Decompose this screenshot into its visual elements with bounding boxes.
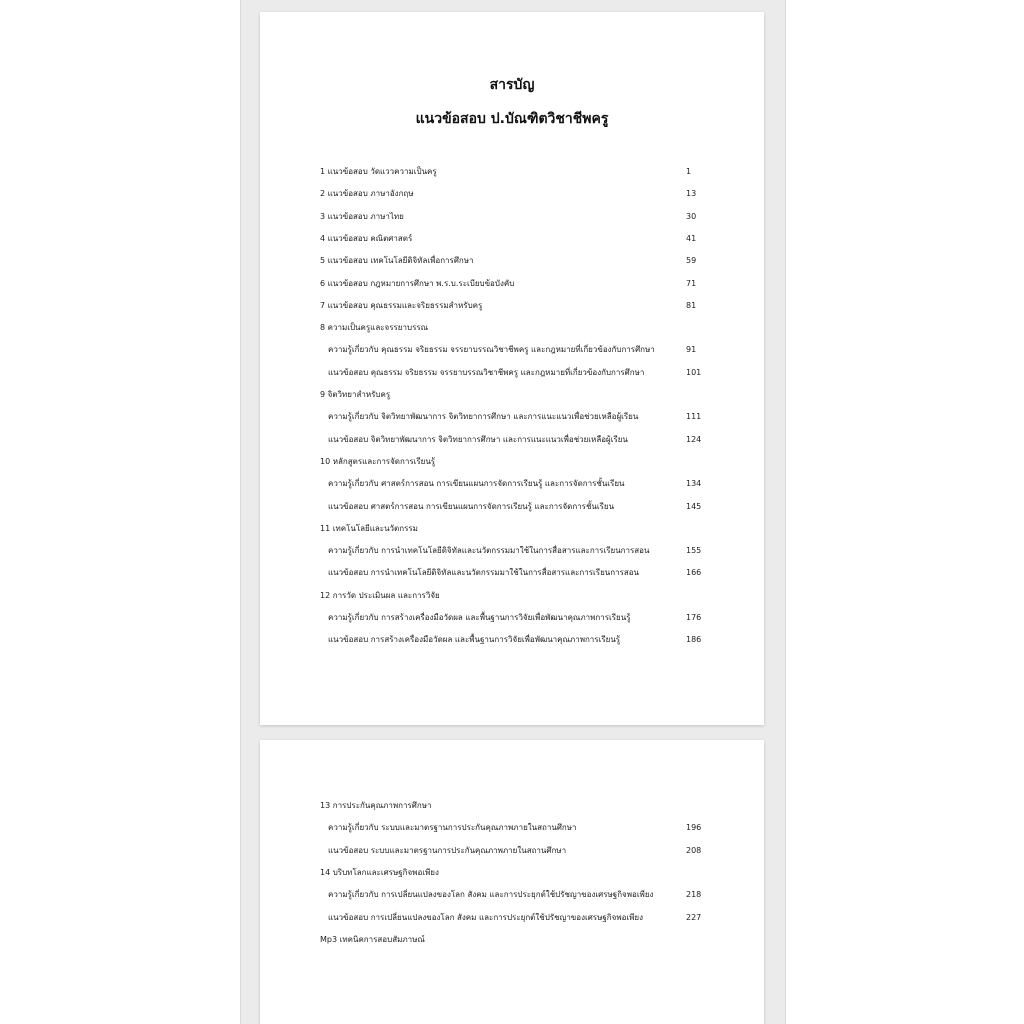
toc-entry-page-number: 71 xyxy=(686,278,697,288)
toc-entry xyxy=(320,865,720,881)
toc-entry-page-number: 196 xyxy=(686,823,702,833)
toc-entry-label: 3 แนวข้อสอบ ภาษาไทย xyxy=(320,211,404,221)
toc-entry-label: แนวข้อสอบ ศาสตร์การสอน การเขียนแผนการจัดการเรียนรู้ และการจัดการชั้นเรียน xyxy=(328,501,615,511)
toc-entry xyxy=(328,543,720,559)
toc-entry xyxy=(328,499,720,515)
toc-entry-page-number: 208 xyxy=(686,845,702,855)
toc-entry xyxy=(328,610,720,626)
toc-entry xyxy=(328,342,720,358)
toc-entry-label: 12 การวัด ประเมินผล และการวิจัย xyxy=(320,590,440,600)
toc-entry-page-number: 1 xyxy=(686,167,692,176)
toc-entry-label: 1 แนวข้อสอบ วัดแววความเป็นครู xyxy=(320,167,437,176)
toc-title: สารบัญ xyxy=(489,77,535,93)
toc-entry xyxy=(320,209,720,225)
toc-entry-label: แนวข้อสอบ จิตวิทยาพัฒนาการ จิตวิทยาการศึกษา และการแนะแนวเพื่อช่วยเหลือผู้เรียน xyxy=(328,434,628,444)
toc-entry xyxy=(328,820,720,836)
document-page-1 xyxy=(260,12,764,725)
toc-entry xyxy=(320,298,720,314)
toc-entry-page-number: 186 xyxy=(686,635,702,645)
toc-entry-page-number: 134 xyxy=(686,479,702,489)
toc-entry xyxy=(328,476,720,492)
toc-entry-page-number: 101 xyxy=(686,367,702,377)
toc-entry-page-number: 13 xyxy=(686,189,697,199)
toc-entry-label: ความรู้เกี่ยวกับ ระบบและมาตรฐานการประกันคุณภาพภายในสถานศึกษา xyxy=(328,823,577,833)
toc-entry-page-number: 176 xyxy=(686,613,702,622)
toc-entry xyxy=(328,565,720,581)
toc-entry-label: 2 แนวข้อสอบ ภาษาอังกฤษ xyxy=(320,189,414,199)
toc-entry-page-number: 91 xyxy=(686,345,697,355)
toc-entry-page-number: 166 xyxy=(686,568,702,578)
toc-entry xyxy=(328,887,720,903)
toc-entry xyxy=(320,276,720,292)
document-viewer[interactable] xyxy=(240,0,786,1024)
toc-entry xyxy=(320,932,720,948)
toc-entry xyxy=(320,164,720,180)
toc-entry-label: แนวข้อสอบ การสร้างเครื่องมือวัดผล และพื้นฐานการวิจัยเพื่อพัฒนาคุณภาพการเรียนรู้ xyxy=(328,635,621,645)
toc-entry xyxy=(328,432,720,448)
toc-entry-page-number: 111 xyxy=(686,412,702,422)
toc-entry xyxy=(320,253,720,269)
toc-entry-label: แนวข้อสอบ การนำเทคโนโลยีดิจิทัลและนวัตกรรมมาใช้ในการสื่อสารและการเรียนการสอน xyxy=(328,568,640,578)
toc-entry xyxy=(328,910,720,926)
toc-entry-page-number: 30 xyxy=(686,211,697,221)
toc-entry-label: ความรู้เกี่ยวกับ การนำเทคโนโลยีดิจิทัลและนวัตกรรมมาใช้ในการสื่อสารและการเรียนการสอน xyxy=(328,546,650,556)
toc-entry-page-number: 81 xyxy=(686,300,697,310)
toc-entry-label: แนวข้อสอบ คุณธรรม จริยธรรม จรรยาบรรณวิชาชีพครู และกฎหมายที่เกี่ยวข้องกับการศึกษา xyxy=(328,367,645,377)
toc-entry-page-number: 59 xyxy=(686,256,697,266)
toc-entry xyxy=(320,231,720,247)
toc-entry-label: ความรู้เกี่ยวกับ การสร้างเครื่องมือวัดผล และพื้นฐานการวิจัยเพื่อพัฒนาคุณภาพการเรียนรู้ xyxy=(328,613,631,622)
toc-entry-page-number: 124 xyxy=(686,434,702,444)
toc-entry-label: 6 แนวข้อสอบ กฎหมายการศึกษา พ.ร.บ.ระเบียบข้อบังคับ xyxy=(320,278,515,288)
document-page-2 xyxy=(260,740,764,1024)
toc-entry xyxy=(328,365,720,381)
toc-entry xyxy=(320,798,720,814)
toc-entry-label: 7 แนวข้อสอบ คุณธรรมและจริยธรรมสำหรับครู xyxy=(320,300,483,310)
toc-entry-label: 8 ความเป็นครูและจรรยาบรรณ xyxy=(320,323,429,333)
toc-entry-label: 4 แนวข้อสอบ คณิตศาสตร์ xyxy=(320,233,413,243)
toc-entry-label: ความรู้เกี่ยวกับ จิตวิทยาพัฒนาการ จิตวิทยาการศึกษา และการแนะแนวเพื่อช่วยเหลือผู้เรียน xyxy=(328,412,639,422)
toc-entry-page-number: 227 xyxy=(686,912,702,922)
toc-entry-label: 13 การประกันคุณภาพการศึกษา xyxy=(320,801,432,810)
toc-entry-label: 10 หลักสูตรและการจัดการเรียนรู้ xyxy=(320,456,436,466)
toc-entry-label: ความรู้เกี่ยวกับ การเปลี่ยนแปลงของโลก สังคม และการประยุกต์ใช้ปรัชญาของเศรษฐกิจพอเพียง xyxy=(328,890,654,900)
toc-entry xyxy=(328,409,720,425)
toc-entry xyxy=(328,843,720,859)
toc-entry-label: ความรู้เกี่ยวกับ ศาสตร์การสอน การเขียนแผนการจัดการเรียนรู้ และการจัดการชั้นเรียน xyxy=(328,479,625,489)
toc-entry xyxy=(328,632,720,648)
toc-entry-label: 11 เทคโนโลยีและนวัตกรรม xyxy=(320,523,418,533)
toc-entry-label: 5 แนวข้อสอบ เทคโนโลยีดิจิทัลเพื่อการศึกษา xyxy=(320,256,474,266)
toc-entry-label: ความรู้เกี่ยวกับ คุณธรรม จริยธรรม จรรยาบรรณวิชาชีพครู และกฎหมายที่เกี่ยวข้องกับการศึกษา xyxy=(328,345,655,355)
toc-entry-label: Mp3 เทคนิคการสอบสัมภาษณ์ xyxy=(320,934,425,944)
toc-entry-page-number: 218 xyxy=(686,890,702,900)
toc-subtitle: แนวข้อสอบ ป.บัณฑิตวิชาชีพครู xyxy=(415,111,609,127)
toc-entry-page-number: 155 xyxy=(686,546,702,556)
toc-entry-label: แนวข้อสอบ ระบบและมาตรฐานการประกันคุณภาพภายในสถานศึกษา xyxy=(328,845,567,855)
toc-entry xyxy=(320,588,720,604)
toc-entry-page-number: 41 xyxy=(686,233,697,243)
toc-entry xyxy=(320,387,720,403)
toc-entry-label: แนวข้อสอบ การเปลี่ยนแปลงของโลก สังคม และการประยุกต์ใช้ปรัชญาของเศรษฐกิจพอเพียง xyxy=(328,912,643,922)
toc-entry xyxy=(320,320,720,336)
toc-entry-page-number: 145 xyxy=(686,501,702,511)
toc-entry xyxy=(320,186,720,202)
toc-entry-label: 9 จิตวิทยาสำหรับครู xyxy=(320,390,391,399)
toc-entry xyxy=(320,454,720,470)
toc-entry xyxy=(320,521,720,537)
toc-entry-label: 14 บริบทโลกและเศรษฐกิจพอเพียง xyxy=(320,867,439,877)
